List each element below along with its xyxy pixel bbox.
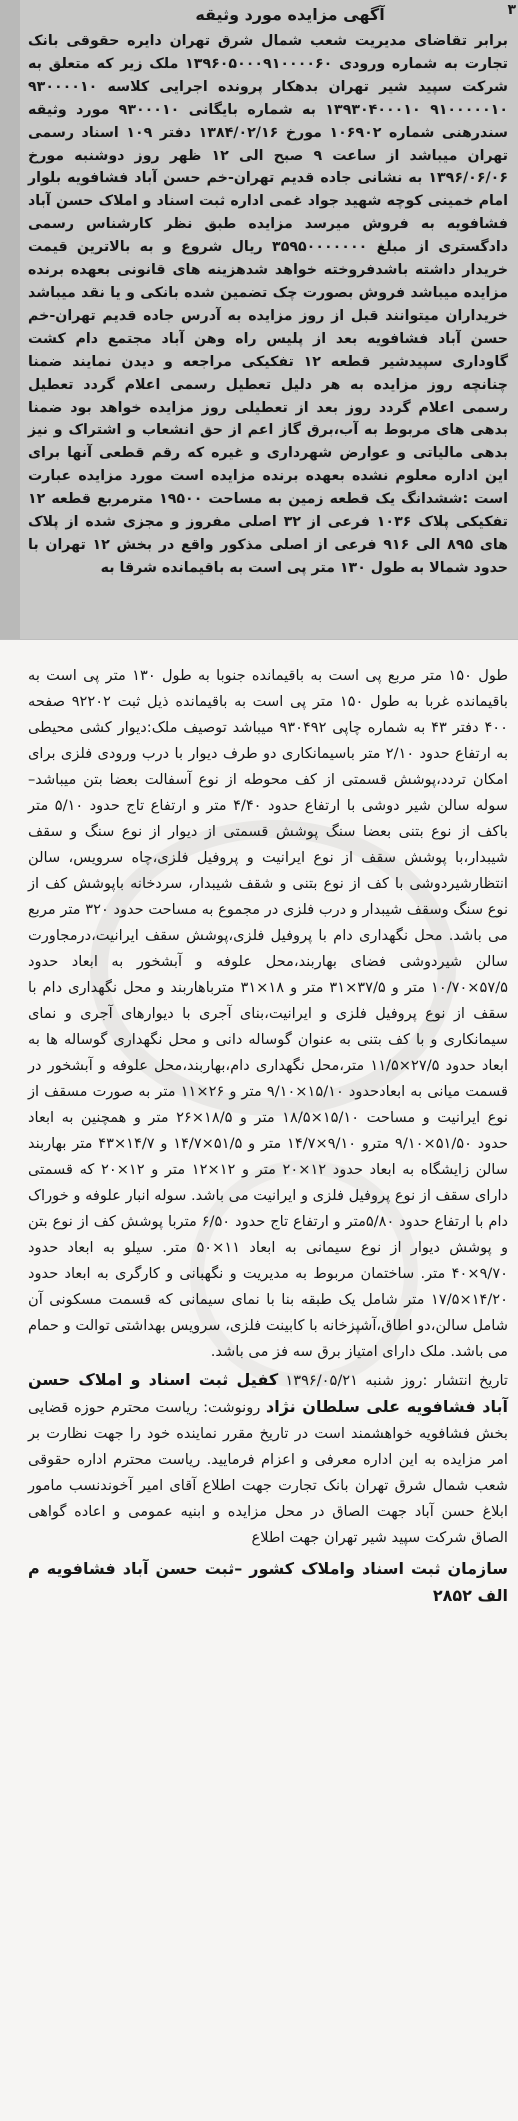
publish-date: تاریخ انتشار :روز شنبه ۱۳۹۶/۰۵/۲۱	[285, 1372, 508, 1389]
property-description: طول ۱۵۰ متر مربع پی است به باقیمانده جنوبا به طول ۱۳۰ متر پی است به باقیمانده غربا به طول ۱۵۰ متر پی است به باقیمانده ذیل ثبت ۹۲۲۰۲ صفحه ۴۰۰ دفتر ۴۳ به شماره چاپی ۹۳۰۴۹۲ میباشد توصیف ملک:دیوار کشی محیطی به ارتفاع حدود ۲/۱۰ متر باسیمانکاری دو طرف دیوار با درب ورودی فلزی برای امکان تردد،پوشش قسمتی از کف محوطه از نوع آسفالت بعضا بتن میباشد–سوله سالن شیر دوشی با ارتفاع حدود ۴/۴۰ متر و ارتفاع تاج حدود ۵/۱۰ متر باکف از نوع بتنی بعضا سنگ پوشش قسمتی از دیوار از نوع سنگ و سقف شیبدار،با پوشش سقف از نوع ایرانیت و پروفیل فلزی،چاه سرویس، سالن انتظارشیردوشی با کف از نوع بتنی و شقف شیبدار، سردخانه باپوشش کف از نوع سنگ وسقف شیبدار و درب فلزی در مجموع به مساحت حدود ۳۲۰ متر مربع می باشد. محل نگهداری دام با پروفیل فلزی،پوشش سقف ایرانیت،درمجاورت سالن شیردوشی فضای بهاربند،محل علوفه و آبشخور به ابعاد حدود ۵۷/۵×۱۰/۷۰ متر و ۳۷/۵×۳۱ متر و ۱۸×۳۱ مترباهاربند و محل نگهداری دام با سقف از نوع پروفیل فلزی و ایرانیت،بنای آجری با دیوارهای آجری و نمای سیمانکاری و با کف بتنی به عنوان گوساله دانی و محل نگهداری گوساله ها به ابعاد حدود ۲۷/۵×۱۱/۵ متر،محل نگهداری دام،بهاربند،محل علوفه و آبشخور در قسمت میانی به ابعادحدود ۱۵/۱۰×۹/۱۰ متر و ۲۶×۱۱ متر به صورت مسقف از نوع ایرانیت و مساحت ۱۵/۱۰×۱۸/۵ متر و ۱۸/۵×۲۶ متر و همچنین به ابعاد حدود ۵۱/۵۰×۹/۱۰ مترو ۹/۱۰×۱۴/۷ متر و ۵۱/۵×۱۴/۷ و ۱۴/۷×۴۳ متر بهاربند سالن زایشگاه به ابعاد حدود ۱۲×۲۰ متر و ۱۲×۱۲ متر و ۱۲×۲۰ که قسمتی دارای سقف از نوع پروفیل فلزی و ایرانیت می باشد. سوله انبار علوفه و خوراک دام با ارتفاع حدود ۵/۸۰متر و ارتفاع تاج حدود ۶/۵۰ متربا پوشش کف از نوع بتن و پوشش دیوار از نوع سیمانی به ابعاد ۱۱×۵۰ متر. سیلو به ابعاد حدود ۹/۷۰×۴۰ متر. ساختمان مربوط به مدیریت و نگهبانی و کارگری به ابعاد حدود ۱۴/۲۰×۱۷/۵ متر شامل یک طبقه بنا با نمای سیمانی که قسمت مسکونی آن شامل سالن،دو اطاق،آشپزخانه با کابینت فلزی، سرویس بهداشتی توالت و حمام می باشد. ملک دارای امتیاز برق سه فز می باشد.	[28, 667, 509, 1360]
notice-section-2	[28, 663, 508, 2113]
copy-recipients: رونوشت: ریاست محترم حوزه قضایی بخش فشافویه خواهشمند است در تاریخ مقرر نماینده خود را جهت نظارت بر امر مزایده به این اداره معرفی و اعزام فرمایید. ریاست محترم اداره حقوقی شعب شمال شرق تهران بانک تجارت جهت اطلاع آقای امیر آخوندنسب مامور ابلاغ حسن آباد جهت الصاق در محل مزایده و ابنیه عمومی و اعاده گواهی الصاق شرکت سپید شیر تهران جهت اطلاع	[28, 1399, 508, 1546]
page-number: ۳	[507, 2, 516, 18]
notice-title: آگهی مزایده مورد وثیقه	[195, 4, 385, 24]
notice-section-1	[28, 30, 508, 632]
scan-left-edge	[0, 0, 20, 640]
notice-section-1-text: برابر تقاضای مدیریت شعب شمال شرق تهران دایره حقوقی بانک تجارت به شماره ورودی ۱۳۹۶۰۵۰۰۰۹۱۰۰۰۰۶۰ ملک زیر که متعلق به شرکت سپید شیر تهران بدهکار پرونده اجرایی کلاسه ۹۳۰۰۰۰۱۰ ۹۱۰۰۰۰۰۱۰ ۱۳۹۳۰۴۰۰۰۱۰ به شماره بایگانی ۹۳۰۰۰۱۰ مورد وثیقه سندرهنی شماره ۱۰۶۹۰۲ مورخ ۱۳۸۴/۰۲/۱۶ دفتر ۱۰۹ اسناد رسمی تهران میباشد از ساعت ۹ صبح الی ۱۲ ظهر روز دوشنبه مورخ ۱۳۹۶/۰۶/۰۶ به نشانی جاده قدیم تهران-خم حسن آباد فشافویه بلوار امام خمینی کوچه شهید جواد غمی اداره ثبت اسناد و املاک حسن آباد فشافویه به فروش میرسد مزایده طبق نظر کارشناس رسمی دادگستری از مبلغ ۳۵۹۵۰۰۰۰۰۰۰ ریال شروع و به بالاترین قیمت خریدار داشته باشدفروخته خواهد شدهزینه های قانونی بعهده برنده مزایده میباشد فروش بصورت چک تضمین شده بانکی و یا نقد میباشد خریداران میتوانند قبل از روز مزایده به آدرس جاده قدیم تهران-خم حسن آباد فشافویه بعد از پلیس راه وهن آباد مجتمع دام کشت گاوداری سپیدشیر قطعه ۱۲ تفکیکی مراجعه و دیدن نمایند ضمنا چنانچه روز مزایده به هر دلیل تعطیل رسمی اعلام گردد تعطیل رسمی اعلام گردد روز بعد از تعطیلی روز مزایده خواهد بود ضمنا بدهی های مربوط به آب،برق گاز اعم از حق انشعاب و اشتراک و نیز بدهی مالیاتی و عوارض شهرداری و غیره که رقم قطعی آنها برای این اداره معلوم نشده بعهده برنده مزایده است مورد مزایده عبارت است :ششدانگ یک قطعه زمین به مساحت ۱۹۵۰۰ مترمربع قطعه ۱۲ تفکیکی پلاک ۱۰۳۶ فرعی از ۳۲ اصلی مفروز و مجزی شده از پلاک های ۸۹۵ الی ۹۱۶ فرعی از اصلی مذکور واقع در بخش ۱۲ تهران با حدود شمالا به طول ۱۳۰ متر پی است به باقیمانده شرقا به	[28, 33, 509, 576]
publish-signature: کفیل ثبت اسناد و املاک حسن آباد فشافویه علی سلطان نژاد	[28, 1370, 508, 1416]
org-footer: سازمان ثبت اسناد واملاک کشور –ثبت حسن آباد فشافویه م الف ۲۸۵۲	[28, 1559, 508, 1605]
publish-line	[28, 1367, 508, 1551]
